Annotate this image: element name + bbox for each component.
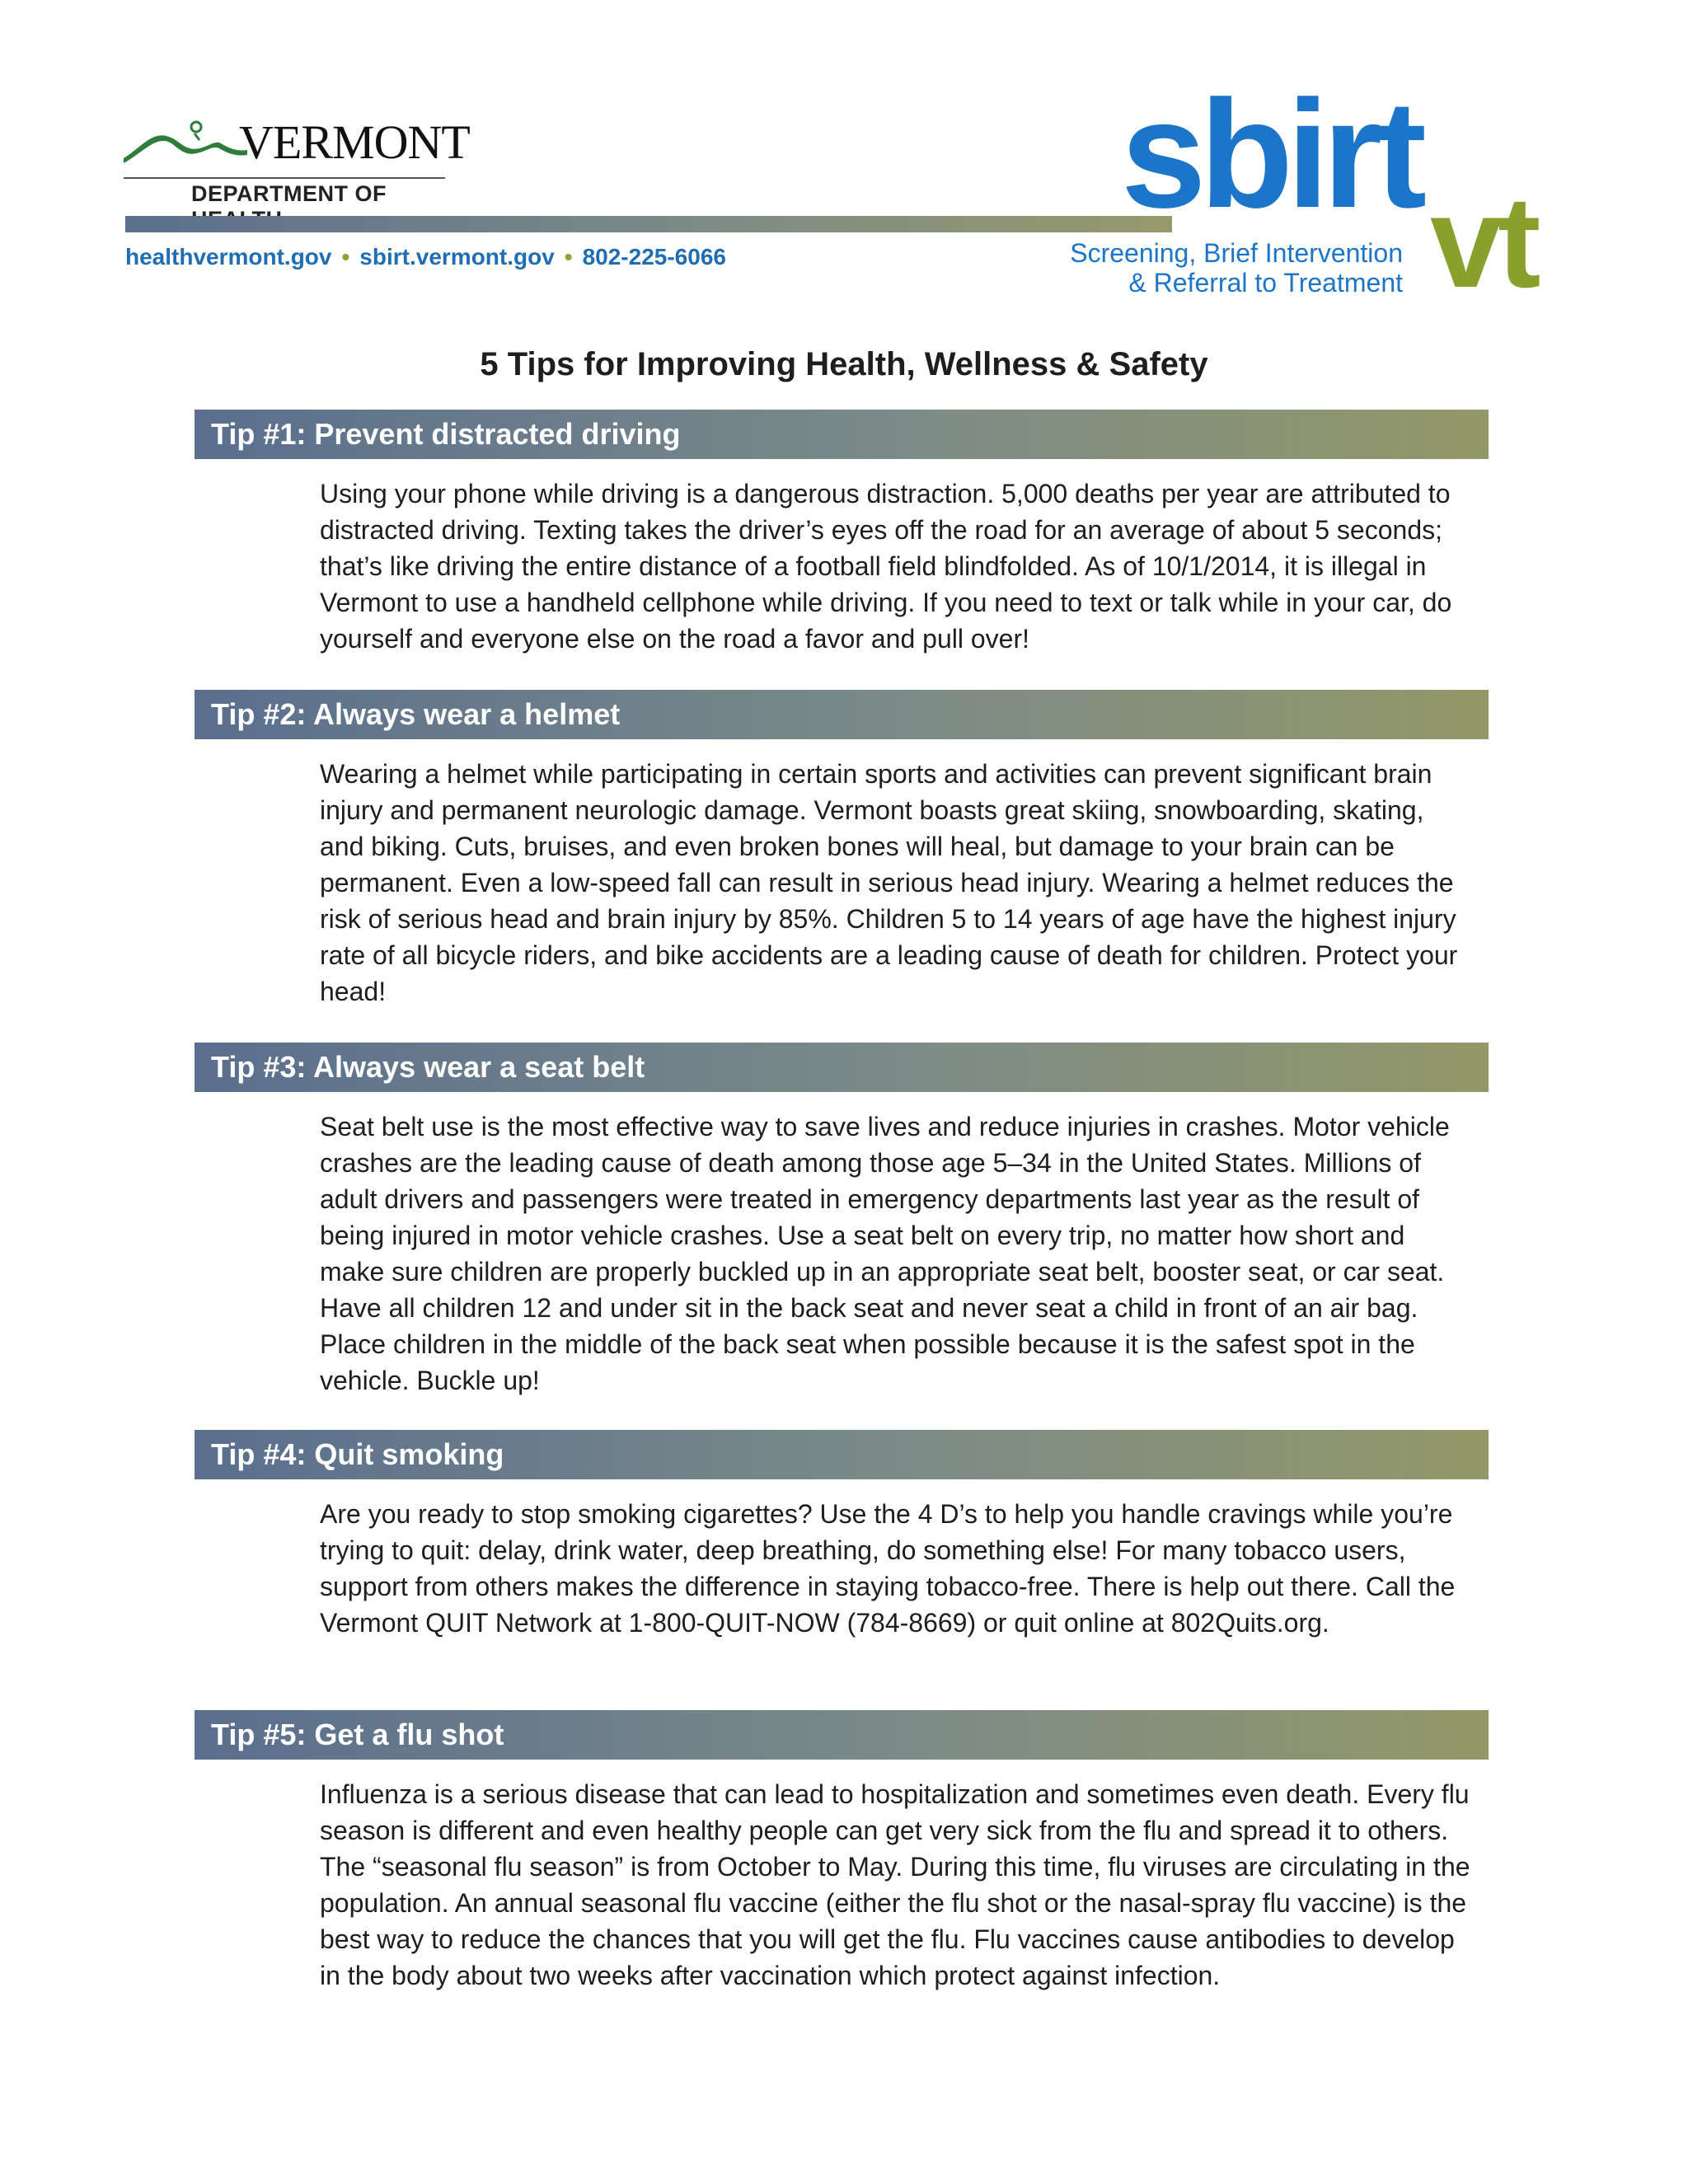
tip-heading: Tip #3: Always wear a seat belt bbox=[195, 1043, 1489, 1092]
separator-dot: • bbox=[341, 244, 350, 269]
phone-number[interactable]: 802-225-6066 bbox=[582, 244, 726, 269]
tip-section-flu-shot bbox=[195, 1710, 1489, 1994]
sbirt-vt-logo bbox=[1070, 69, 1582, 315]
vermont-health-logo bbox=[124, 115, 470, 214]
department-name: DEPARTMENT OF bbox=[191, 181, 387, 206]
document-title: 5 Tips for Improving Health, Wellness & Safety bbox=[480, 346, 1208, 382]
contact-links bbox=[125, 244, 726, 270]
tip-heading: Tip #1: Prevent distracted driving bbox=[195, 410, 1489, 459]
tip-section-distracted-driving bbox=[195, 410, 1489, 657]
sbirt-link[interactable]: sbirt.vermont.gov bbox=[359, 244, 555, 269]
tip-heading: Tip #2: Always wear a helmet bbox=[195, 690, 1489, 739]
vermont-wordmark: VERMONT bbox=[239, 115, 470, 169]
sbirt-tagline-line1: Screening, Brief Intervention bbox=[1070, 238, 1403, 268]
sbirt-wordmark: sbirt bbox=[1121, 69, 1421, 240]
tip-section-helmet bbox=[195, 690, 1489, 1010]
healthvermont-link[interactable]: healthvermont.gov bbox=[125, 244, 332, 269]
tip-body: Wearing a helmet while participating in certain sports and activities can prevent significant brain injury and permanent neurologic damage. Vermont boasts great skiing, snowboarding, skating, and biking. Cuts, bruises, and even broken bones will heal, but damage to your brain can be permanent. Even a low-speed fall can result in serious head injury. Wearing a helmet reduces the risk of serious head and brain injury by 85%. Children 5 to 14 years of age have the highest injury rate of all bicycle riders, and bike accidents are a leading cause of death for children. Protect your head! bbox=[320, 759, 1458, 1006]
vt-wordmark: vt bbox=[1430, 170, 1536, 315]
vermont-mountain-icon bbox=[124, 115, 247, 165]
header-gradient-bar bbox=[125, 216, 1172, 232]
separator-dot: • bbox=[564, 244, 573, 269]
tip-body: Using your phone while driving is a dangerous distraction. 5,000 deaths per year are attributed to distracted driving. Texting takes the driver’s eyes off the road for an average of about 5 seconds; that’s like driving the entire distance of a football field blindfolded. As of 10/1/2014, it is illegal in Vermont to use a handheld cellphone while driving. If you need to text or talk while in your car, do yourself and everyone else on the road a favor and pull over! bbox=[320, 479, 1452, 654]
tip-section-quit-smoking bbox=[195, 1430, 1489, 1641]
logo-divider bbox=[124, 177, 445, 179]
tip-section-seat-belt bbox=[195, 1043, 1489, 1399]
tip-heading: Tip #5: Get a flu shot bbox=[195, 1710, 1489, 1760]
tip-body: Influenza is a serious disease that can lead to hospitalization and sometimes even death. Every flu season is different and even healthy people can get very sick from the flu and spread it to others. The “seasonal flu season” is from October to May. During this time, flu viruses are circulating in the population. An annual seasonal flu vaccine (either the flu shot or the nasal-spray flu vaccine) is the best way to reduce the chances that you will get the flu. Flu vaccines cause antibodies to develop in the body about two weeks after vaccination which protect against infection. bbox=[320, 1779, 1470, 1990]
sbirt-tagline-line2: & Referral to Treatment bbox=[1128, 268, 1403, 298]
tip-body: Are you ready to stop smoking cigarettes? Use the 4 D’s to help you handle cravings while you’re trying to quit: delay, drink water, deep breathing, do something else! For many tobacco users, support from others makes the difference in staying tobacco-free. There is help out there. Call the Vermont QUIT Network at 1-800-QUIT-NOW (784-8669) or quit online at 802Quits.org. bbox=[320, 1499, 1456, 1638]
tip-heading: Tip #4: Quit smoking bbox=[195, 1430, 1489, 1479]
tip-body: Seat belt use is the most effective way to save lives and reduce injuries in crashes. Motor vehicle crashes are the leading cause of death among those age 5–34 in the United States. Millions of adult drivers and passengers were treated in emergency departments last year as the result of being injured in motor vehicle crashes. Use a seat belt on every trip, no matter how short and make sure children are properly buckled up in an appropriate seat belt, booster seat, or car seat. Have all children 12 and under sit in the back seat and never seat a child in front of an air bag. Place children in the middle of the back seat when possible because it is the safest spot in the vehicle. Buckle up! bbox=[320, 1112, 1450, 1395]
